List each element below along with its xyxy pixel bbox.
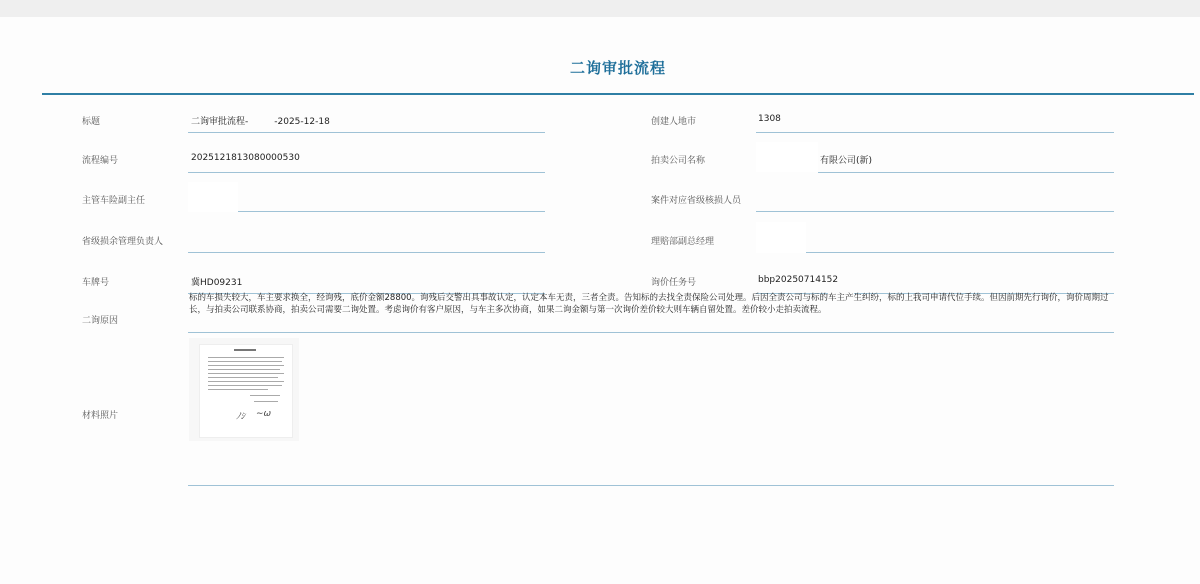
creator-city-underline [756, 132, 1114, 133]
case-reviewer-underline [756, 211, 1114, 212]
provincial-manager-label: 省级损余管理负责人 [82, 237, 164, 247]
title-value-prefix: 二询审批流程- [191, 117, 249, 127]
photos-label: 材料照片 [82, 411, 119, 421]
reason-underline [188, 332, 1114, 333]
redaction-mask [188, 182, 238, 212]
flow-no-underline [188, 172, 545, 173]
auction-company-underline [818, 172, 1114, 173]
auction-company-label: 拍卖公司名称 [651, 156, 706, 166]
material-photo-thumbnail[interactable] [189, 338, 299, 441]
title-label: 标题 [82, 117, 101, 127]
flow-no-value[interactable]: 2025121813080000530 [191, 153, 300, 163]
creator-city-value[interactable]: 1308 [758, 114, 781, 124]
title-value[interactable] [191, 114, 330, 127]
redaction-mask [756, 222, 806, 253]
case-reviewer-label: 案件对应省级核损人员 [651, 196, 742, 206]
title-value-date: -2025-12-18 [274, 117, 330, 127]
plate-value[interactable]: 冀HD09231 [191, 278, 243, 288]
supervisor-underline [238, 211, 545, 212]
photos-underline [188, 485, 1114, 486]
document-image: ﾉｼ ∼ω [199, 344, 293, 438]
claims-deputy-underline [806, 252, 1114, 253]
creator-city-label: 创建人地市 [651, 117, 697, 127]
reason-label: 二询原因 [82, 316, 119, 326]
supervisor-label: 主管车险副主任 [82, 196, 146, 206]
page-title: 二询审批流程 [569, 59, 666, 77]
redaction-mask [756, 142, 818, 172]
inquiry-task-label: 询价任务号 [651, 278, 697, 288]
title-divider [42, 93, 1194, 95]
title-underline [188, 132, 545, 133]
claims-deputy-label: 理赔部副总经理 [651, 237, 715, 247]
plate-label: 车牌号 [82, 278, 110, 288]
flow-no-label: 流程编号 [82, 156, 119, 166]
auction-company-value[interactable]: 有限公司(新) [820, 156, 873, 166]
reason-value[interactable]: 标的车损失较大，车主要求换全，经询残，底价金额28800。询残后交警出具事故认定，认定本车无责，三者全责。告知标的去找全责保险公司处理。后因全责公司与标的车主产生纠纷，标的上我司申请代位手续。但因前期先行询价，询价周期过长，与拍卖公司联系协商，拍卖公司需要二询处置。考虑询价有客户原因，与车主多次协商，如果二询金额与第一次询价差价较大则车辆自留处置。差价较小走拍卖流程。 [189, 293, 1109, 315]
provincial-manager-underline [188, 252, 545, 253]
inquiry-task-value[interactable]: bbp20250714152 [758, 275, 839, 285]
top-bar [0, 0, 1200, 17]
